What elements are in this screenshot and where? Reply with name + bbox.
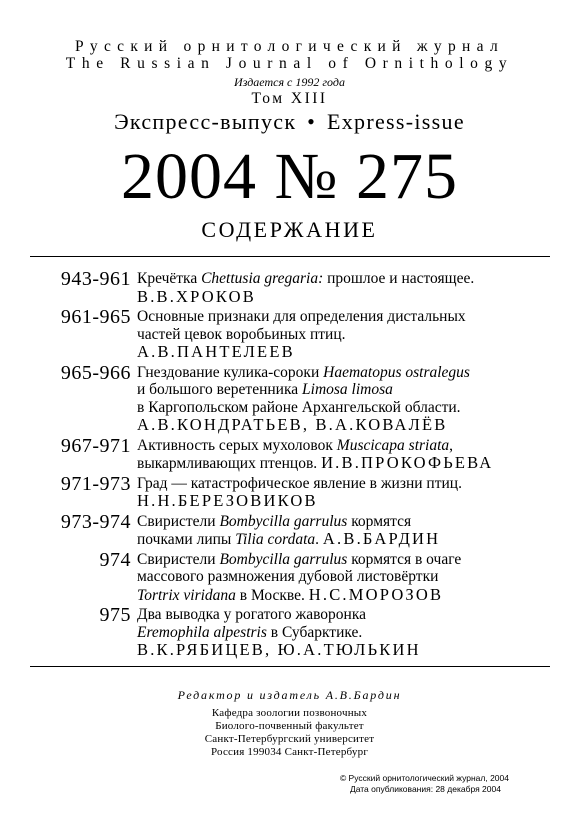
toc-line bbox=[137, 492, 579, 511]
author-name: Н.С.МОРОЗОВ bbox=[308, 584, 444, 604]
toc-entry-text bbox=[137, 551, 579, 605]
toc-line bbox=[137, 364, 579, 382]
journal-title-en: The Russian Journal of Ornithology bbox=[65, 55, 514, 72]
express-issue-line bbox=[0, 109, 579, 135]
species-name: Haematopus ostralegus bbox=[323, 363, 470, 381]
species-name: Eremophila alpestris bbox=[137, 623, 267, 641]
title-text: выкармливающих птенцов. bbox=[137, 455, 322, 472]
title-text: Основные признаки для определения дистальных bbox=[137, 308, 466, 325]
toc-page-range: 975 bbox=[99, 604, 131, 626]
published-since: Издается с 1992 года bbox=[234, 75, 345, 89]
toc-line bbox=[137, 308, 579, 326]
species-name: Tilia cordata bbox=[235, 531, 316, 548]
species-name: Limosa limosa bbox=[302, 381, 393, 398]
toc-line bbox=[137, 606, 579, 624]
toc-line bbox=[137, 381, 579, 399]
express-label-en: Express-issue bbox=[327, 109, 465, 134]
toc-line bbox=[137, 416, 579, 435]
volume-label: Том XIII bbox=[251, 90, 328, 107]
toc-page-range: 973-974 bbox=[60, 510, 131, 533]
express-label-ru: Экспресс-выпуск bbox=[114, 109, 297, 134]
toc-entry-text bbox=[137, 308, 579, 362]
author-name: А.В.БАРДИН bbox=[322, 529, 441, 548]
copyright-block bbox=[340, 773, 509, 795]
title-text: в Каргопольском районе Архангельской области. bbox=[137, 398, 461, 416]
toc-entry bbox=[0, 510, 579, 549]
title-text: кормятся bbox=[347, 512, 412, 530]
title-text: Свиристели bbox=[137, 512, 220, 530]
toc-line bbox=[137, 586, 579, 605]
author-name: И.В.ПРОКОФЬЕВА bbox=[321, 453, 494, 472]
toc-entry bbox=[0, 434, 579, 473]
author-name: Н.Н.БЕРЕЗОВИКОВ bbox=[137, 491, 318, 510]
title-text: массового размножения дубовой листовёртки bbox=[137, 568, 439, 585]
species-name: Chettusia gregaria: bbox=[201, 270, 324, 287]
title-text: в Субарктике. bbox=[266, 623, 363, 641]
toc-page-range: 971-973 bbox=[60, 472, 131, 495]
toc-line bbox=[137, 437, 579, 455]
title-text: в Москве. bbox=[235, 586, 309, 604]
bottom-divider bbox=[30, 666, 550, 667]
author-name: В.В.ХРОКОВ bbox=[137, 286, 256, 306]
issue-number: 2004 № 275 bbox=[121, 140, 458, 213]
journal-title-ru: Русский орнитологический журнал bbox=[75, 38, 504, 55]
contents-heading: СОДЕРЖАНИЕ bbox=[201, 217, 378, 242]
address-line: Биолого-почвенный факультет bbox=[215, 720, 364, 732]
title-text: Кречётка bbox=[137, 270, 202, 287]
address-line: Санкт-Петербургский университет bbox=[204, 733, 375, 745]
publication-date-line: Дата опубликования: 28 декабря 2004 bbox=[349, 784, 501, 794]
toc-line bbox=[137, 454, 579, 473]
toc-entry-text bbox=[137, 364, 579, 435]
toc-page-range: 965-966 bbox=[60, 361, 131, 384]
toc-line bbox=[137, 288, 579, 307]
toc-entry bbox=[0, 548, 579, 605]
address-line: Кафедра зоологии позвоночных bbox=[211, 707, 368, 719]
title-text: Гнездование кулика-сороки bbox=[137, 363, 324, 381]
toc-line bbox=[137, 343, 579, 362]
toc-entry bbox=[0, 361, 579, 435]
toc-line bbox=[137, 513, 579, 531]
toc-line bbox=[137, 568, 579, 586]
title-text: и большого веретенника bbox=[137, 381, 303, 398]
toc-line bbox=[137, 641, 579, 660]
toc-page-range: 967-971 bbox=[60, 434, 131, 457]
title-text: кормятся в очаге bbox=[347, 550, 462, 568]
toc-line bbox=[137, 475, 579, 493]
table-of-contents bbox=[0, 270, 579, 662]
editor-line: Редактор и издатель А.В.Бардин bbox=[177, 688, 402, 702]
toc-entry-text bbox=[137, 270, 579, 306]
toc-entry bbox=[0, 606, 579, 660]
title-text: . bbox=[315, 531, 323, 548]
toc-entry bbox=[0, 270, 579, 306]
title-text: Два выводка у рогатого жаворонка bbox=[137, 606, 367, 623]
toc-entry-text bbox=[137, 513, 579, 549]
toc-entry-text bbox=[137, 475, 579, 511]
author-name: А.В.КОНДРАТЬЕВ, В.А.КОВАЛЁВ bbox=[137, 415, 448, 434]
toc-line bbox=[137, 399, 579, 417]
toc-page-range: 943-961 bbox=[60, 268, 131, 290]
toc-line bbox=[137, 551, 579, 569]
toc-entry-text bbox=[137, 437, 579, 473]
toc-entry bbox=[0, 472, 579, 511]
title-text: частей цевок воробьиных птиц. bbox=[137, 325, 346, 343]
species-name: Bombycilla garrulus bbox=[219, 512, 348, 530]
toc-line bbox=[137, 270, 579, 288]
title-text: Активность серых мухоловок bbox=[137, 436, 337, 454]
address-line: Россия 199034 Санкт-Петербург bbox=[210, 746, 369, 758]
top-divider bbox=[30, 256, 550, 257]
title-text: Град — катастрофическое явление в жизни птиц. bbox=[137, 474, 462, 492]
title-text: Свиристели bbox=[137, 550, 220, 568]
toc-page-range: 974 bbox=[99, 548, 131, 571]
species-name: Bombycilla garrulus bbox=[219, 550, 348, 568]
author-name: В.К.РЯБИЦЕВ, Ю.А.ТЮЛЬКИН bbox=[137, 640, 421, 659]
toc-line bbox=[137, 530, 579, 549]
title-text: , bbox=[449, 436, 454, 454]
title-text: прошлое и настоящее. bbox=[323, 270, 475, 287]
author-name: А.В.ПАНТЕЛЕЕВ bbox=[137, 342, 295, 361]
copyright-line: © Русский орнитологический журнал, 2004 bbox=[339, 773, 509, 783]
toc-entry-text bbox=[137, 606, 579, 660]
toc-entry bbox=[0, 308, 579, 362]
species-name: Muscicapa striata bbox=[336, 436, 450, 454]
toc-line bbox=[137, 624, 579, 642]
species-name: Tortrix viridana bbox=[137, 586, 236, 604]
bullet-separator: • bbox=[307, 109, 317, 134]
toc-page-range: 961-965 bbox=[60, 306, 131, 328]
title-text: почками липы bbox=[137, 531, 236, 548]
toc-line bbox=[137, 326, 579, 344]
